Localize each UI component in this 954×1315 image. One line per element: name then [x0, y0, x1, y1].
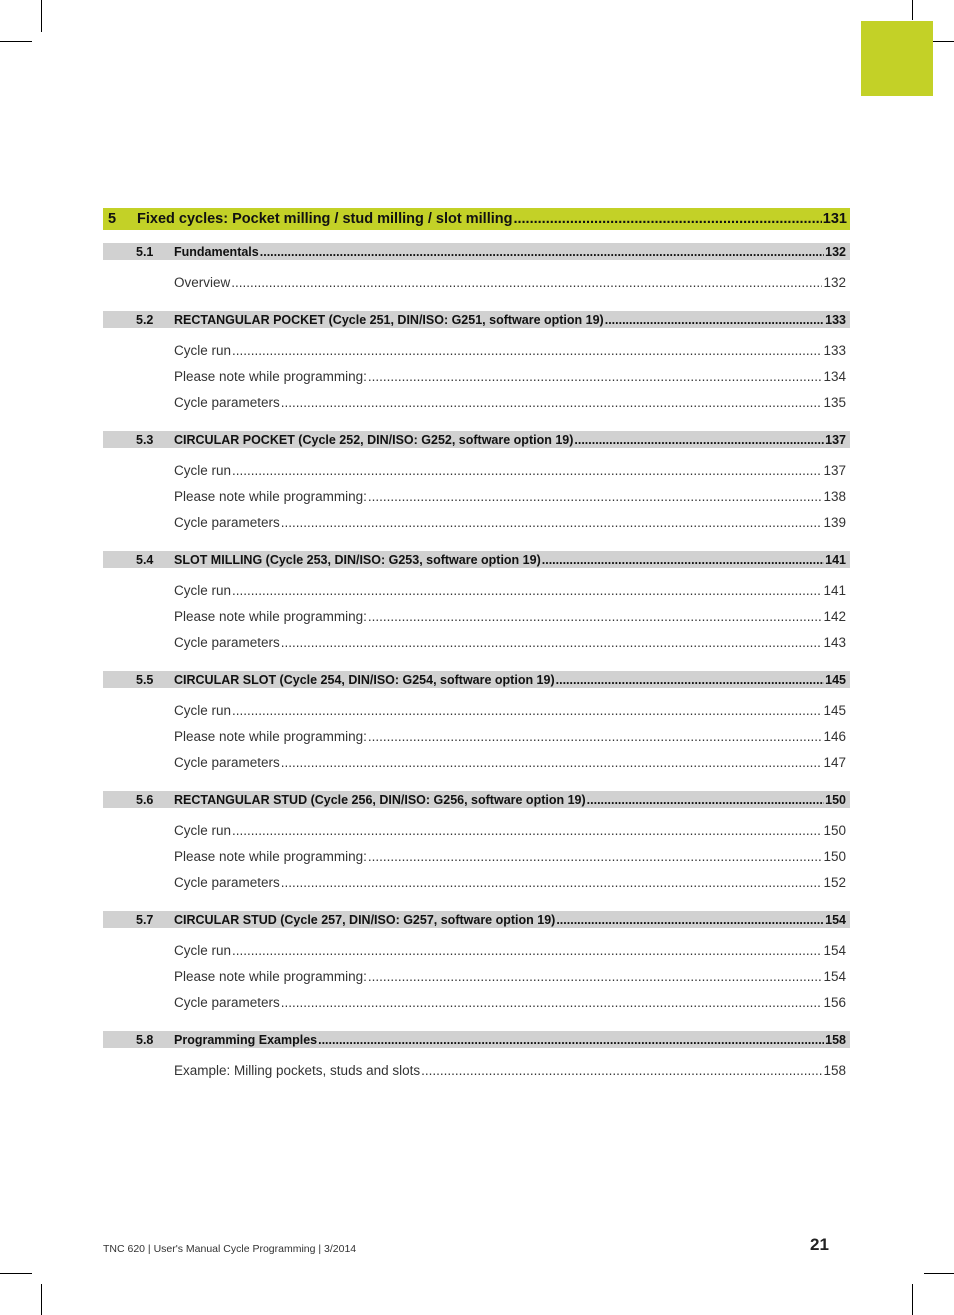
section-heading[interactable] — [103, 311, 850, 328]
entry-page: 139 — [823, 514, 846, 530]
section-page: 137 — [825, 432, 846, 447]
entry-page: 145 — [823, 702, 846, 718]
dot-leader — [556, 913, 824, 927]
entry-title: Cycle run — [174, 702, 232, 718]
entry-title: Cycle parameters — [174, 754, 280, 770]
entry-title: Cycle parameters — [174, 874, 280, 890]
entry-title: Cycle run — [174, 822, 232, 838]
chapter-title: Fixed cycles: Pocket milling / stud milling / slot milling — [137, 211, 513, 227]
entry-page: 141 — [823, 582, 846, 598]
dot-leader — [232, 703, 822, 718]
section-page: 154 — [825, 912, 846, 927]
entry-page: 147 — [823, 754, 846, 770]
entry-page: 138 — [823, 488, 846, 504]
crop-mark — [0, 41, 32, 42]
section-title: CIRCULAR POCKET (Cycle 252, DIN/ISO: G252, software option 19) — [174, 432, 574, 447]
section-title: Programming Examples — [174, 1032, 318, 1047]
section-number: 5.1 — [136, 244, 154, 259]
entry-page: 158 — [823, 1062, 846, 1078]
chapter-color-tab — [861, 21, 933, 96]
entry-page: 146 — [823, 728, 846, 744]
crop-mark — [41, 0, 42, 32]
crop-mark — [912, 0, 913, 20]
dot-leader — [231, 275, 822, 290]
toc-entry[interactable] — [174, 629, 850, 655]
dot-leader — [232, 943, 822, 958]
section-page: 145 — [825, 672, 846, 687]
entry-title: Example: Milling pockets, studs and slots — [174, 1062, 421, 1078]
entry-page: 154 — [823, 968, 846, 984]
entry-page: 154 — [823, 942, 846, 958]
entry-page: 132 — [823, 274, 846, 290]
dot-leader — [574, 433, 824, 447]
section-page: 133 — [825, 312, 846, 327]
entry-page: 156 — [823, 994, 846, 1010]
dot-leader — [513, 211, 821, 227]
section-heading[interactable] — [103, 1031, 850, 1048]
entry-title: Please note while programming: — [174, 848, 367, 864]
toc-entry[interactable] — [174, 697, 850, 723]
dot-leader — [368, 609, 823, 624]
crop-mark — [924, 1273, 954, 1274]
entry-title: Cycle parameters — [174, 994, 280, 1010]
entry-page: 152 — [823, 874, 846, 890]
dot-leader — [281, 635, 823, 650]
dot-leader — [605, 313, 824, 327]
section-page: 150 — [825, 792, 846, 807]
section-page: 132 — [825, 244, 846, 259]
crop-mark — [0, 1273, 32, 1274]
entry-list — [103, 328, 850, 431]
toc-entry[interactable] — [174, 963, 850, 989]
table-of-contents — [103, 208, 850, 1099]
entry-page: 137 — [823, 462, 846, 478]
chapter-page: 131 — [822, 211, 847, 227]
toc-entry[interactable] — [174, 843, 850, 869]
entry-list — [103, 1048, 850, 1099]
entry-title: Cycle parameters — [174, 394, 280, 410]
section-page: 158 — [825, 1032, 846, 1047]
dot-leader — [232, 823, 822, 838]
dot-leader — [260, 245, 824, 259]
entry-page: 150 — [823, 822, 846, 838]
entry-page: 143 — [823, 634, 846, 650]
entry-page: 150 — [823, 848, 846, 864]
footer-text: TNC 620 | User's Manual Cycle Programming | 3/2014 — [103, 1243, 357, 1255]
section-heading[interactable] — [103, 431, 850, 448]
toc-entry[interactable] — [174, 1057, 850, 1083]
section-number: 5.7 — [136, 912, 154, 927]
entry-title: Please note while programming: — [174, 968, 367, 984]
section-heading[interactable] — [103, 243, 850, 260]
dot-leader — [368, 369, 823, 384]
dot-leader — [368, 849, 823, 864]
toc-entry[interactable] — [174, 869, 850, 895]
dot-leader — [318, 1033, 824, 1047]
entry-title: Cycle run — [174, 342, 232, 358]
section-number: 5.3 — [136, 432, 154, 447]
entry-title: Cycle run — [174, 582, 232, 598]
entry-list — [103, 688, 850, 791]
toc-entry[interactable] — [174, 509, 850, 535]
toc-entry[interactable] — [174, 337, 850, 363]
dot-leader — [232, 343, 822, 358]
section-title: Fundamentals — [174, 244, 259, 259]
crop-mark — [41, 1284, 42, 1315]
dot-leader — [281, 875, 823, 890]
toc-entry[interactable] — [174, 457, 850, 483]
entry-list — [103, 260, 850, 311]
section-heading[interactable] — [103, 911, 850, 928]
entry-list — [103, 808, 850, 911]
section-title: SLOT MILLING (Cycle 253, DIN/ISO: G253, software option 19) — [174, 552, 541, 567]
entry-page: 134 — [823, 368, 846, 384]
toc-entry[interactable] — [174, 749, 850, 775]
section-title: RECTANGULAR STUD (Cycle 256, DIN/ISO: G256, software option 19) — [174, 792, 586, 807]
dot-leader — [232, 463, 822, 478]
toc-entry[interactable] — [174, 269, 850, 295]
dot-leader — [542, 553, 824, 567]
dot-leader — [368, 729, 823, 744]
dot-leader — [421, 1063, 822, 1078]
section-heading[interactable] — [103, 551, 850, 568]
chapter-number: 5 — [108, 211, 117, 227]
entry-list — [103, 448, 850, 551]
section-number: 5.2 — [136, 312, 154, 327]
dot-leader — [232, 583, 822, 598]
chapter-heading[interactable] — [103, 208, 850, 230]
section-heading[interactable] — [103, 791, 850, 808]
entry-page: 133 — [823, 342, 846, 358]
entry-title: Please note while programming: — [174, 488, 367, 504]
dot-leader — [368, 969, 823, 984]
toc-entry[interactable] — [174, 483, 850, 509]
toc-entry[interactable] — [174, 937, 850, 963]
section-number: 5.6 — [136, 792, 154, 807]
entry-list — [103, 928, 850, 1031]
section-number: 5.8 — [136, 1032, 154, 1047]
dot-leader — [556, 673, 825, 687]
crop-mark — [933, 41, 954, 42]
dot-leader — [281, 995, 823, 1010]
toc-entry[interactable] — [174, 989, 850, 1015]
crop-mark — [912, 1284, 913, 1315]
entry-title: Overview — [174, 274, 231, 290]
dot-leader — [368, 489, 823, 504]
dot-leader — [281, 755, 823, 770]
entry-page: 142 — [823, 608, 846, 624]
toc-entry[interactable] — [174, 363, 850, 389]
entry-title: Cycle run — [174, 942, 232, 958]
toc-entry[interactable] — [174, 723, 850, 749]
entry-title: Please note while programming: — [174, 608, 367, 624]
entry-list — [103, 568, 850, 671]
section-title: RECTANGULAR POCKET (Cycle 251, DIN/ISO: G251, software option 19) — [174, 312, 604, 327]
entry-title: Cycle parameters — [174, 514, 280, 530]
entry-title: Please note while programming: — [174, 728, 367, 744]
section-heading[interactable] — [103, 671, 850, 688]
section-title: CIRCULAR SLOT (Cycle 254, DIN/ISO: G254, software option 19) — [174, 672, 555, 687]
page-number: 21 — [810, 1235, 829, 1254]
toc-entry[interactable] — [174, 577, 850, 603]
section-list — [103, 243, 850, 1099]
entry-page: 135 — [823, 394, 846, 410]
entry-title: Cycle run — [174, 462, 232, 478]
dot-leader — [281, 395, 823, 410]
section-number: 5.4 — [136, 552, 154, 567]
entry-title: Cycle parameters — [174, 634, 280, 650]
entry-title: Please note while programming: — [174, 368, 367, 384]
toc-entry[interactable] — [174, 389, 850, 415]
section-page: 141 — [825, 552, 846, 567]
section-title: CIRCULAR STUD (Cycle 257, DIN/ISO: G257, software option 19) — [174, 912, 556, 927]
dot-leader — [587, 793, 824, 807]
toc-entry[interactable] — [174, 603, 850, 629]
dot-leader — [281, 515, 823, 530]
toc-entry[interactable] — [174, 817, 850, 843]
section-number: 5.5 — [136, 672, 154, 687]
